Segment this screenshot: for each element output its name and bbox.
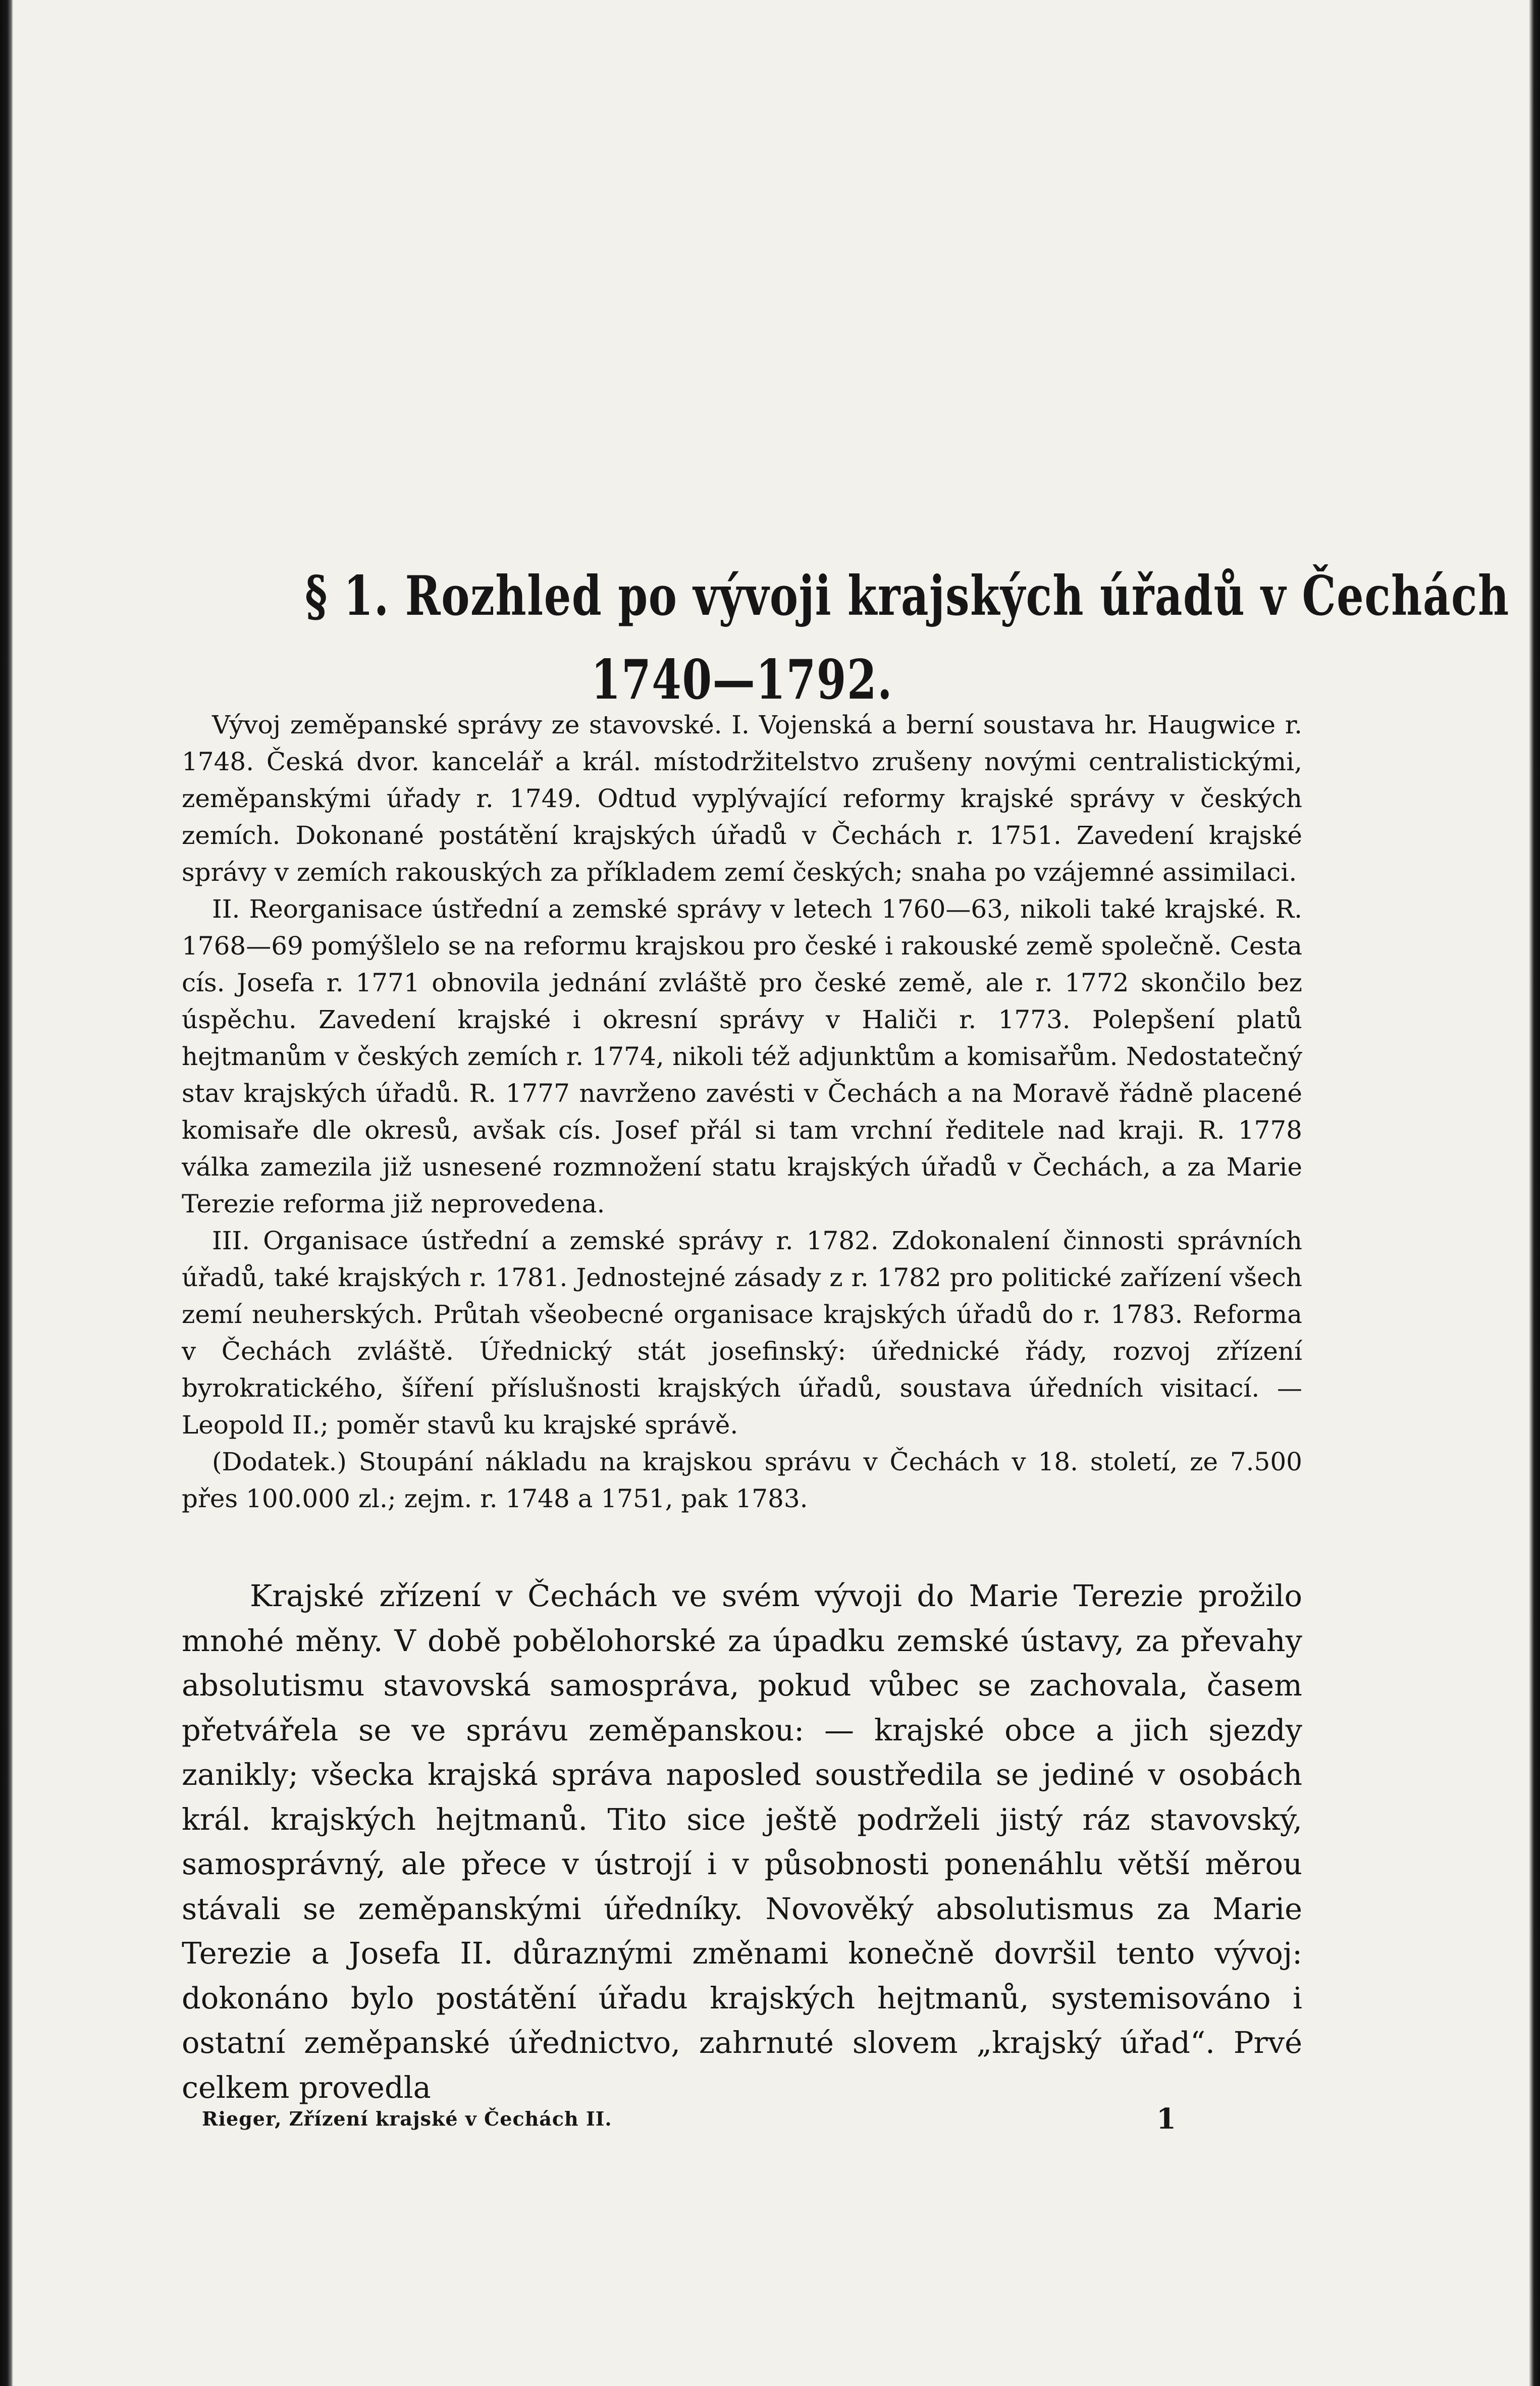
scan-right-edge [1529, 0, 1540, 2386]
summary-paragraph-3: III. Organisace ústřední a zemské správy r. 1782. Zdokonalení činnosti správních úřadů, také krajských r. 1781. Jednostejné zásady z r. 1782 pro politické zařízení všech zemí neuherských. Průtah všeobecné organisace krajských úřadů do r. 1783. Reforma v Čechách zvláště. Úřednický stát josefinský: úřednické řády, rozvoj zřízení byrokratického, šíření příslušnosti krajských úřadů, soustava úředních visitací. — Leopold II.; poměr stavů ku krajské správě. [182, 1226, 1302, 1440]
section-years: 1740—1792. [591, 648, 893, 712]
footer-source: Rieger, Zřízení krajské v Čechách II. [202, 2107, 612, 2130]
section-heading [305, 563, 1510, 713]
summary-paragraph-1: Vývoj zeměpanské správy ze stavovské. I. Vojenská a berní soustava hr. Haugwice r. 1748. Česká dvor. kancelář a král. místodržitelstvo zrušeny novými centralistickými, zeměpanskými úřady r. 1749. Odtud vyplývající reformy krajské správy v českých zemích. Dokonané postátění krajských úřadů v Čechách r. 1751. Zavedení krajské správy v zemích rakouských za příkladem zemí českých; snaha po vzájemné assimilaci. [182, 710, 1302, 887]
main-text [182, 1574, 1302, 2110]
page-footer [182, 2102, 1302, 2143]
body-paragraph: Krajské zřízení v Čechách ve svém vývoji do Marie Terezie prožilo mnohé měny. V době pobělohorské za úpadku zemské ústavy, za převahy absolutismu stavovská samospráva, pokud vůbec se zachovala, časem přetvářela se ve správu zeměpanskou: — krajské obce a jich sjezdy zanikly; všecka krajská správa naposled soustředila se jediné v osobách král. krajských hejtmanů. Tito sice ještě podrželi jistý ráz stavovský, samosprávný, ale přece v ústrojí i v působnosti ponenáhlu větší měrou stávali se zeměpanskými úředníky. Novověký absolutismus za Marie Terezie a Josefa II. důraznými změnami konečně dovršil tento vývoj: dokonáno bylo postátění úřadu krajských hejtmanů, systemisováno i ostatní zeměpanské úřednictvo, zahrnuté slovem „krajský úřad“. Prvé celkem provedla [182, 1578, 1302, 2105]
page-number: 1 [1156, 2102, 1176, 2136]
summary-paragraph-4: (Dodatek.) Stoupání nákladu na krajskou správu v Čechách v 18. století, ze 7.500 přes 100.000 zl.; zejm. r. 1748 a 1751, pak 1783. [182, 1447, 1302, 1513]
scan-left-edge [0, 0, 13, 2386]
section-title: § 1. Rozhled po vývoji krajských úřadů v Čechách [305, 564, 1510, 628]
summary-paragraph-2: II. Reorganisace ústřední a zemské správy v letech 1760—63, nikoli také krajské. R. 1768—69 pomýšlelo se na reformu krajskou pro české i rakouské země společně. Cesta cís. Josefa r. 1771 obnovila jednání zvláště pro české země, ale r. 1772 skončilo bez úspěchu. Zavedení krajské i okresní správy v Haliči r. 1773. Polepšení platů hejtmanům v českých zemích r. 1774, nikoli též adjunktům a komisařům. Nedostatečný stav krajských úřadů. R. 1777 navrženo zavésti v Čechách a na Moravě řádně placené komisaře dle okresů, avšak cís. Josef přál si tam vrchní ředitele nad kraji. R. 1778 válka zamezila již usnesené rozmnožení statu krajských úřadů v Čechách, a za Marie Terezie reforma již neprovedena. [182, 894, 1302, 1218]
chapter-summary [182, 707, 1302, 1517]
